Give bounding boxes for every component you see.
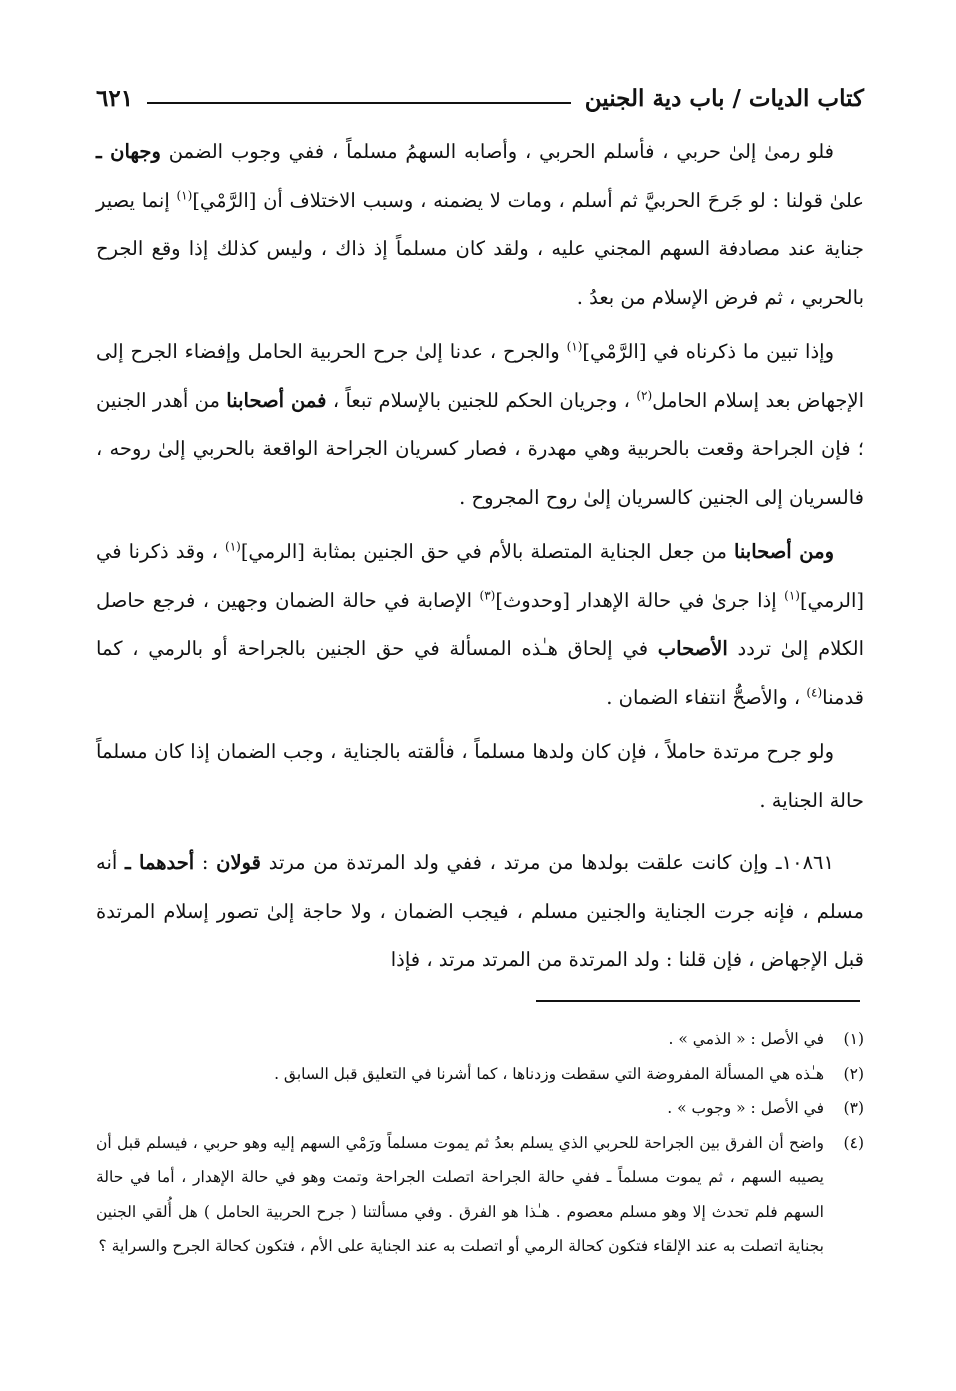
footnote-2 — [96, 1057, 864, 1092]
footnote-ref[interactable]: (٣) — [479, 588, 496, 602]
footnote-3 — [96, 1091, 864, 1126]
footnote-ref[interactable]: (١) — [225, 539, 241, 554]
footnote-1 — [96, 1022, 864, 1057]
footnotes — [96, 1022, 864, 1264]
footnote-separator — [536, 1000, 860, 1002]
footnote-text: واضح أن الفرق بين الجراحة للحربي الذي يسلم بعدُ ثم يموت مسلماً ورَمْي السهم إليه وهو حربي ، فيسلم قبل أن يصيبه السهم ، ثم يموت مسلماً ـ ففي حالة الجراحة اتصلت الجراحة وتمت وهو في حالة الإهدار ، أما في حالة السهم فلم تحدث إلا وهو مسلم معصوم . هـٰذا هو الفرق . وفي مسألتنا ( جرح الحربية الحامل ) هل أُلقي الجنين بجناية اتصلت به عند الإلقاء فتكون كحالة الرمي أو اتصلت به عند الجناية على الأم ، فتكون كحالة الجرح والسراية ؟ — [96, 1133, 824, 1255]
footnote-ref[interactable]: (١) — [566, 339, 583, 354]
bold-term: ومن أصحابنا — [733, 540, 835, 563]
footnote-number: (٤) — [843, 1133, 864, 1152]
paragraph-4: ولو جرح مرتدة حاملاً ، فإن كان ولدها مسلماً ، فألقته بالجناية ، وجب الضمان إذا كان مسلماً حالة الجناية . — [96, 740, 864, 812]
page-header — [96, 76, 864, 120]
footnote-number: (١) — [843, 1030, 864, 1048]
footnote-ref[interactable]: (١) — [784, 588, 800, 602]
footnote-number: (٣) — [843, 1099, 864, 1117]
paragraph-5: ١٠٨٦١ـ وإن كانت علقت بولدها من مرتد ، ففي ولد المرتدة من مرتد قولان : أحدهما ـ أنه مسلم ، فإنه جرت الجناية والجنين مسلم ، فيجب الضمان ، ولا حاجة إلىٰ تصور إسلام المرتدة قبل الإجهاض ، فإن قلنا : ولد المرتدة من المرتد مرتد ، فإذا — [96, 851, 864, 971]
footnote-text: هـٰذه هي المسألة المفروضة التي سقطت وزدناها ، كما أشرنا في التعليق قبل السابق . — [274, 1064, 824, 1083]
main-text — [96, 128, 864, 991]
footnote-ref[interactable]: (٤) — [806, 685, 823, 699]
paragraph-3: ومن أصحابنا من جعل الجناية المتصلة بالأم في حق الجنين بمثابة [الرمي]$^{(١)}$ ، وقد ذكرنا في [الرمي]$^{(١)}$ إذا جرىٰ في حالة الإهدار [وحدوث]$^{(٣)}$ الإصابة في حالة الضمان وجهين ، فرجع حاصل الكلام إلىٰ تردد الأصحاب في إلحاق هـٰذه المسألة في حق الجنين بالجراحة أو بالرمي ، كما قدمنا$^{(٤)}$ ، والأصحُّ انتفاء الضمان . — [96, 539, 865, 709]
footnote-text: في الأصل : « الذمي » . — [668, 1030, 824, 1048]
footnote-4 — [96, 1126, 864, 1264]
footnote-ref[interactable]: (١) — [176, 188, 193, 202]
footnote-text: في الأصل : « وجوب » . — [667, 1099, 824, 1117]
paragraph-1: فلو رمىٰ إلىٰ حربي ، فأسلم الحربي ، وأصابه السهمُ مسلماً ، ففي وجوب الضمن وجهان ـ علىٰ قولنا : لو جَرحَ الحربيَّ ثم أسلم ، ومات لا يضمنه ، وسبب الاختلاف أن [الرَّمْي]$^{(١)}$ إنما يصير جناية عند مصادفة السهم المجني عليه ، ولقد كان مسلماً إذ ذاك ، وليس كذلك إذا وقع الجرح بالحربي ، ثم فرض الإسلام من بعدُ . — [96, 140, 864, 309]
bold-term: فمن أصحابنا — [226, 388, 327, 412]
footnote-number: (٢) — [843, 1064, 864, 1083]
running-title: كتاب الديات / باب دية الجنين — [584, 84, 864, 112]
paragraph-2: وإذا تبين ما ذكرناه في [الرَّمْي]$^{(١)}$ والجرح ، عدنا إلىٰ جرح الحربية الحامل وإفضاء الجرح إلى الإجهاض بعد إسلام الحامل$^{(٢)}$ ، وجريان الحكم للجنين بالإسلام تبعاً ، فمن أصحابنا من أهدر الجنين ؛ فإن الجراحة وقعت بالحربية وهي مهدرة ، فصار كسريان الجراحة الواقعة بالحربي إلىٰ روحه ، فالسريان إلى الجنين كالسريان إلىٰ روح المجروح . — [96, 339, 864, 509]
page-number: ٦٢١ — [96, 84, 134, 112]
footnote-ref[interactable]: (٢) — [636, 388, 653, 402]
bold-term: أحدهما ـ — [125, 851, 195, 874]
bold-term: وجهان ـ — [96, 140, 161, 163]
header-rule — [147, 102, 571, 104]
bold-term: الأصحاب — [657, 637, 728, 660]
bold-term: قولان — [216, 851, 262, 874]
